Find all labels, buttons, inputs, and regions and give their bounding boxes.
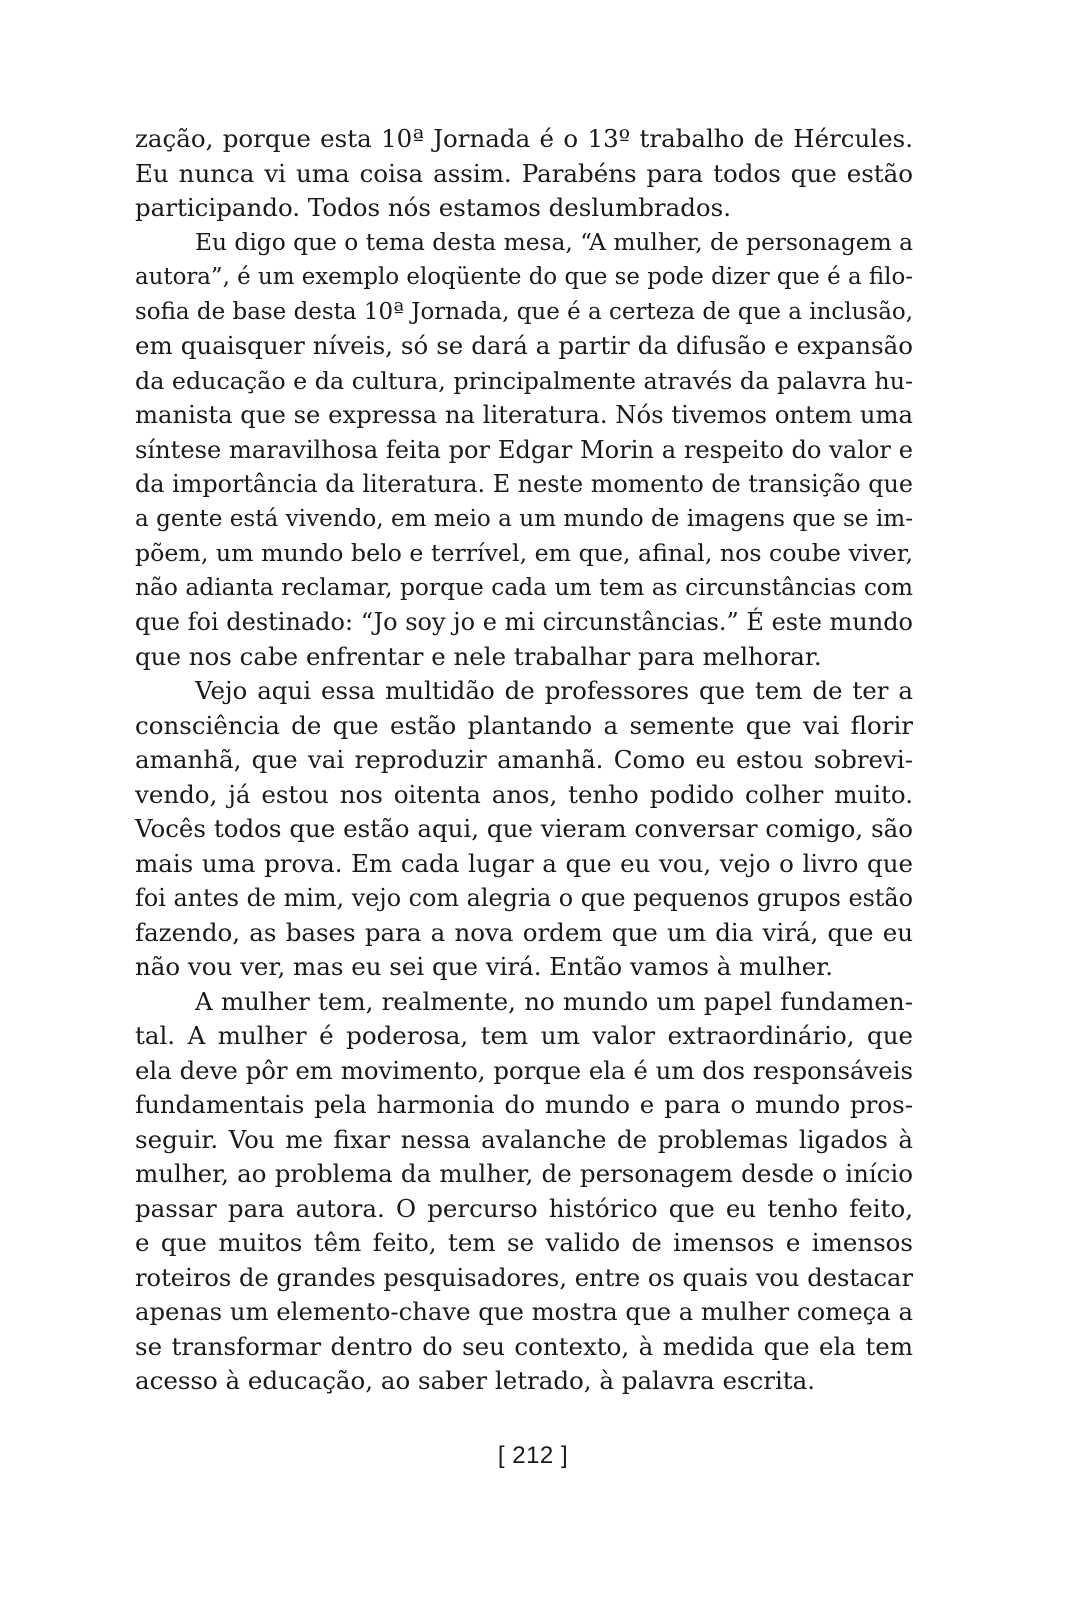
text-line: A mulher tem, realmente, no mundo um papel fundamen- — [195, 986, 913, 1016]
text-line: tal. A mulher é poderosa, tem um valor extraordinário, que — [135, 1021, 913, 1050]
text-line: mulher, ao problema da mulher, de personagem desde o início — [135, 1159, 913, 1188]
text-line: roteiros de grandes pesquisadores, entre os quais vou destacar — [135, 1263, 913, 1292]
text-line: fundamentais pela harmonia do mundo e para o mundo pros- — [135, 1090, 913, 1119]
text-line: da educação e da cultura, principalmente através da palavra hu- — [135, 366, 913, 395]
text-line: sofia de base desta 10ª Jornada, que é a certeza de que a inclusão, — [135, 298, 913, 325]
text-line: zação, porque esta 10ª Jornada é o 13º trabalho de Hércules. — [135, 124, 913, 153]
text-line: Vejo aqui essa multidão de professores que tem de ter a — [195, 676, 913, 705]
text-line: mais uma prova. Em cada lugar a que eu vou, vejo o livro que — [135, 848, 913, 878]
text-line: Eu digo que o tema desta mesa, “A mulher, de personagem a — [195, 228, 913, 256]
text-line: e que muitos têm feito, tem se valido de imensos e imensos — [135, 1228, 913, 1257]
text-line: seguir. Vou me fixar nessa avalanche de problemas ligados à — [135, 1124, 913, 1154]
text-line: manista que se expressa na literatura. Nós tivemos ontem uma — [135, 400, 913, 429]
text-line: participando. Todos nós estamos deslumbrados. — [135, 193, 732, 222]
text-line: não adianta reclamar, porque cada um tem as circunstâncias com — [135, 573, 913, 601]
text-line: acesso à educação, ao saber letrado, à palavra escrita. — [135, 1366, 816, 1395]
page-body-text — [135, 122, 913, 1399]
text-line: não vou ver, mas eu sei que virá. Então vamos à mulher. — [135, 952, 834, 981]
text-line: consciência de que estão plantando a semente que vai florir — [135, 710, 913, 740]
page-number: [ 212 ] — [497, 1442, 569, 1469]
text-line: se transformar dentro do seu contexto, à medida que ela tem — [135, 1331, 913, 1361]
text-line: passar para autora. O percurso histórico que eu tenho feito, — [135, 1193, 913, 1223]
text-line: que foi destinado: “Jo soy jo e mi circunstâncias.” É este mundo — [135, 608, 913, 636]
text-line: síntese maravilhosa feita por Edgar Morin a respeito do valor e — [135, 435, 913, 464]
text-line: Vocês todos que estão aqui, que vieram conversar comigo, são — [135, 814, 913, 843]
text-line: Eu nunca vi uma coisa assim. Parabéns para todos que estão — [135, 158, 913, 188]
text-line: autora”, é um exemplo eloqüente do que se pode dizer que é a filo- — [135, 264, 913, 290]
text-line: que nos cabe enfrentar e nele trabalhar para melhorar. — [135, 641, 822, 671]
text-line: amanhã, que vai reproduzir amanhã. Como eu estou sobrevi- — [135, 745, 913, 774]
text-line: em quaisquer níveis, só se dará a partir da difusão e expansão — [135, 331, 913, 360]
text-line: fazendo, as bases para a nova ordem que um dia virá, que eu — [135, 917, 913, 947]
text-line: foi antes de mim, vejo com alegria o que pequenos grupos estão — [135, 884, 913, 912]
text-line: ela deve pôr em movimento, porque ela é um dos responsáveis — [135, 1055, 913, 1085]
text-line: a gente está vivendo, em meio a um mundo de imagens que se im- — [135, 505, 913, 532]
text-line: vendo, já estou nos oitenta anos, tenho podido colher muito. — [135, 779, 913, 809]
text-line: da importância da literatura. E neste momento de transição que — [135, 470, 913, 498]
text-line: põem, um mundo belo e terrível, em que, afinal, nos coube viver, — [135, 539, 913, 567]
text-line: apenas um elemento-chave que mostra que a mulher começa a — [135, 1297, 913, 1326]
